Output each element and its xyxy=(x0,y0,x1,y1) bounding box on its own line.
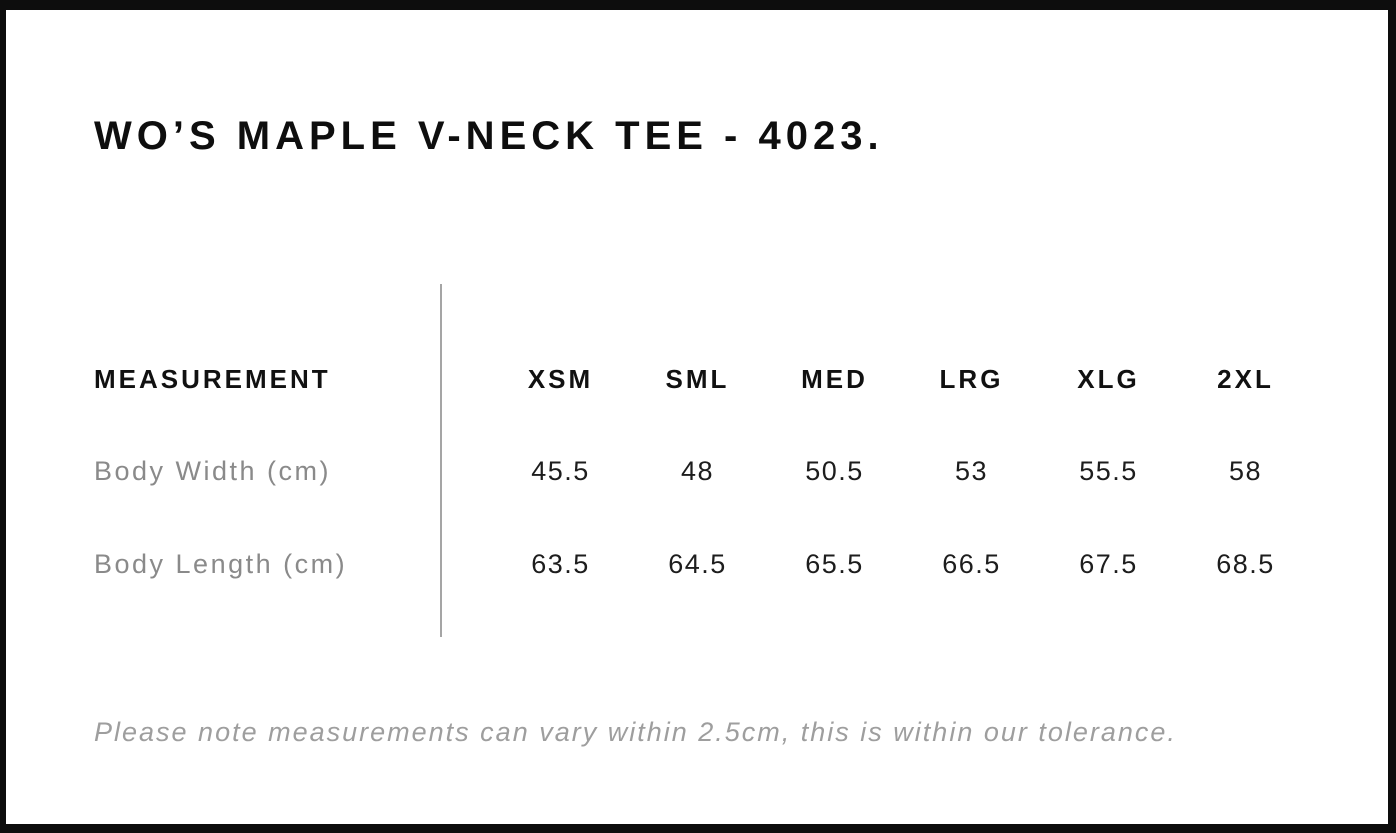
column-header-size: 2XL xyxy=(1217,363,1274,394)
measurement-value: 55.5 xyxy=(1079,455,1138,486)
table-row xyxy=(94,451,1314,491)
row-label: Body Width (cm) xyxy=(94,455,332,486)
measurement-value: 45.5 xyxy=(531,455,590,486)
table-row xyxy=(94,544,1314,584)
column-header-size: MED xyxy=(801,363,868,394)
measurement-value: 67.5 xyxy=(1079,548,1138,579)
measurement-value: 48 xyxy=(680,455,715,486)
measurement-value: 63.5 xyxy=(531,548,590,579)
column-header-size: XSM xyxy=(527,363,594,394)
measurement-value: 68.5 xyxy=(1216,548,1275,579)
measurement-value: 64.5 xyxy=(668,548,727,579)
column-header-size: LRG xyxy=(939,363,1004,394)
row-label: Body Length (cm) xyxy=(94,548,348,579)
table-header-row xyxy=(94,359,1314,399)
measurement-value: 66.5 xyxy=(942,548,1001,579)
column-header-size: XLG xyxy=(1077,363,1140,394)
measurement-value: 50.5 xyxy=(805,455,864,486)
column-header-measurement: MEASUREMENT xyxy=(94,363,331,394)
measurement-value: 65.5 xyxy=(805,548,864,579)
column-header-size: SML xyxy=(665,363,730,394)
page-title: WO’S MAPLE V-NECK TEE - 4023. xyxy=(94,114,884,158)
tolerance-note: Please note measurements can vary within 2.5cm, this is within our tolerance. xyxy=(94,717,1177,747)
measurement-value: 53 xyxy=(954,455,989,486)
measurement-value: 58 xyxy=(1228,455,1263,486)
